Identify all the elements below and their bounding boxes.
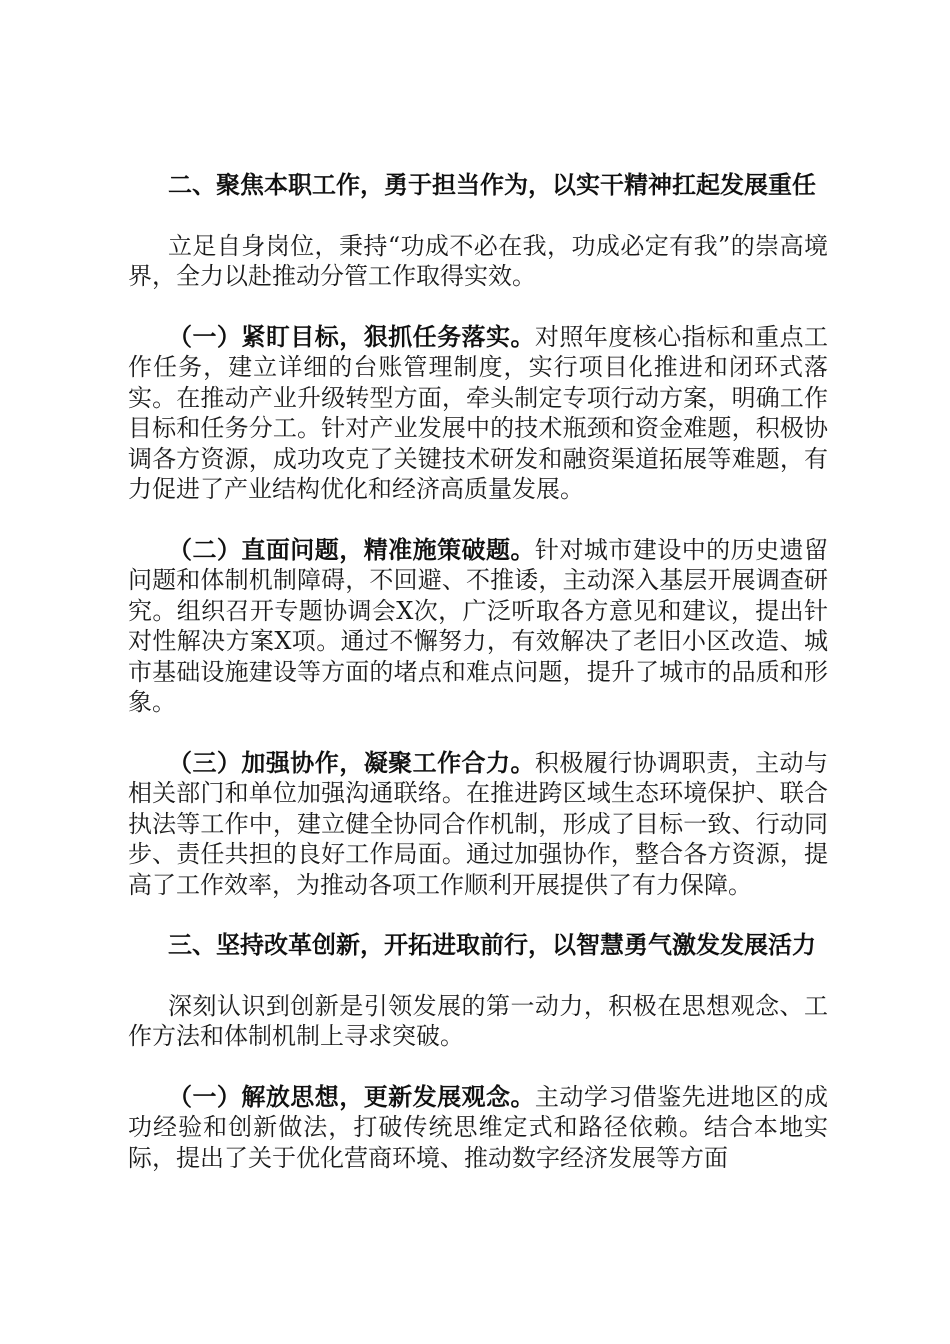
section2-item-3-body: 积极履行协调职责，主动与相关部门和单位加强沟通联络。在推进跨区域生态环境保护、联合执法等工作中，建立健全协同合作机制，形成了目标一致、行动同步、责任共担的良好工作局面。通过加强协作，整合各方资源，提高了工作效率，为推动各项工作顺利开展提供了有力保障。: [128, 748, 828, 899]
section3-heading: 三、坚持改革创新，开拓进取前行，以智慧勇气激发发展活力: [168, 931, 816, 959]
section2-item-1-body: 对照年度核心指标和重点工作任务，建立详细的台账管理制度，实行项目化推进和闭环式落实。在推动产业升级转型方面，牵头制定专项行动方案，明确工作目标和任务分工。针对产业发展中的技术瓶颈和资金难题，积极协调各方资源，成功攻克了关键技术研发和融资渠道拓展等难题，有力促进了产业结构优化和经济高质量发展。: [128, 322, 828, 503]
section3-item-1-body: 主动学习借鉴先进地区的成功经验和创新做法，打破传统思维定式和路径依赖。结合本地实际，提出了关于优化营商环境、推动数字经济发展等方面: [128, 1082, 828, 1172]
section2-item-1: [128, 322, 828, 505]
section2-item-1-lead: （一）紧盯目标，狠抓任务落实。: [168, 322, 535, 351]
section2-item-3-lead: （三）加强协作，凝聚工作合力。: [168, 748, 535, 777]
section3-intro: 深刻认识到创新是引领发展的第一动力，积极在思想观念、工作方法和体制机制上寻求突破。: [128, 991, 828, 1050]
section2-item-2: [128, 535, 828, 718]
section2-item-3: [128, 748, 828, 901]
section2-item-2-body: 针对城市建设中的历史遗留问题和体制机制障碍，不回避、不推诿，主动深入基层开展调查研究。组织召开专题协调会X次，广泛听取各方意见和建议，提出针对性解决方案X项。通过不懈努力，有效解决了老旧小区改造、城市基础设施建设等方面的堵点和难点问题，提升了城市的品质和形象。: [128, 535, 828, 716]
section3-item-1-lead: （一）解放思想，更新发展观念。: [168, 1082, 535, 1111]
section2-item-2-lead: （二）直面问题，精准施策破题。: [168, 535, 535, 564]
section2-intro: 立足自身岗位，秉持“功成不必在我，功成必定有我”的崇高境界，全力以赴推动分管工作取得实效。: [128, 231, 828, 290]
section2-heading: 二、聚焦本职工作，勇于担当作为，以实干精神扛起发展重任: [168, 171, 816, 199]
document-body: [128, 170, 828, 1203]
section3-item-1: [128, 1082, 828, 1174]
